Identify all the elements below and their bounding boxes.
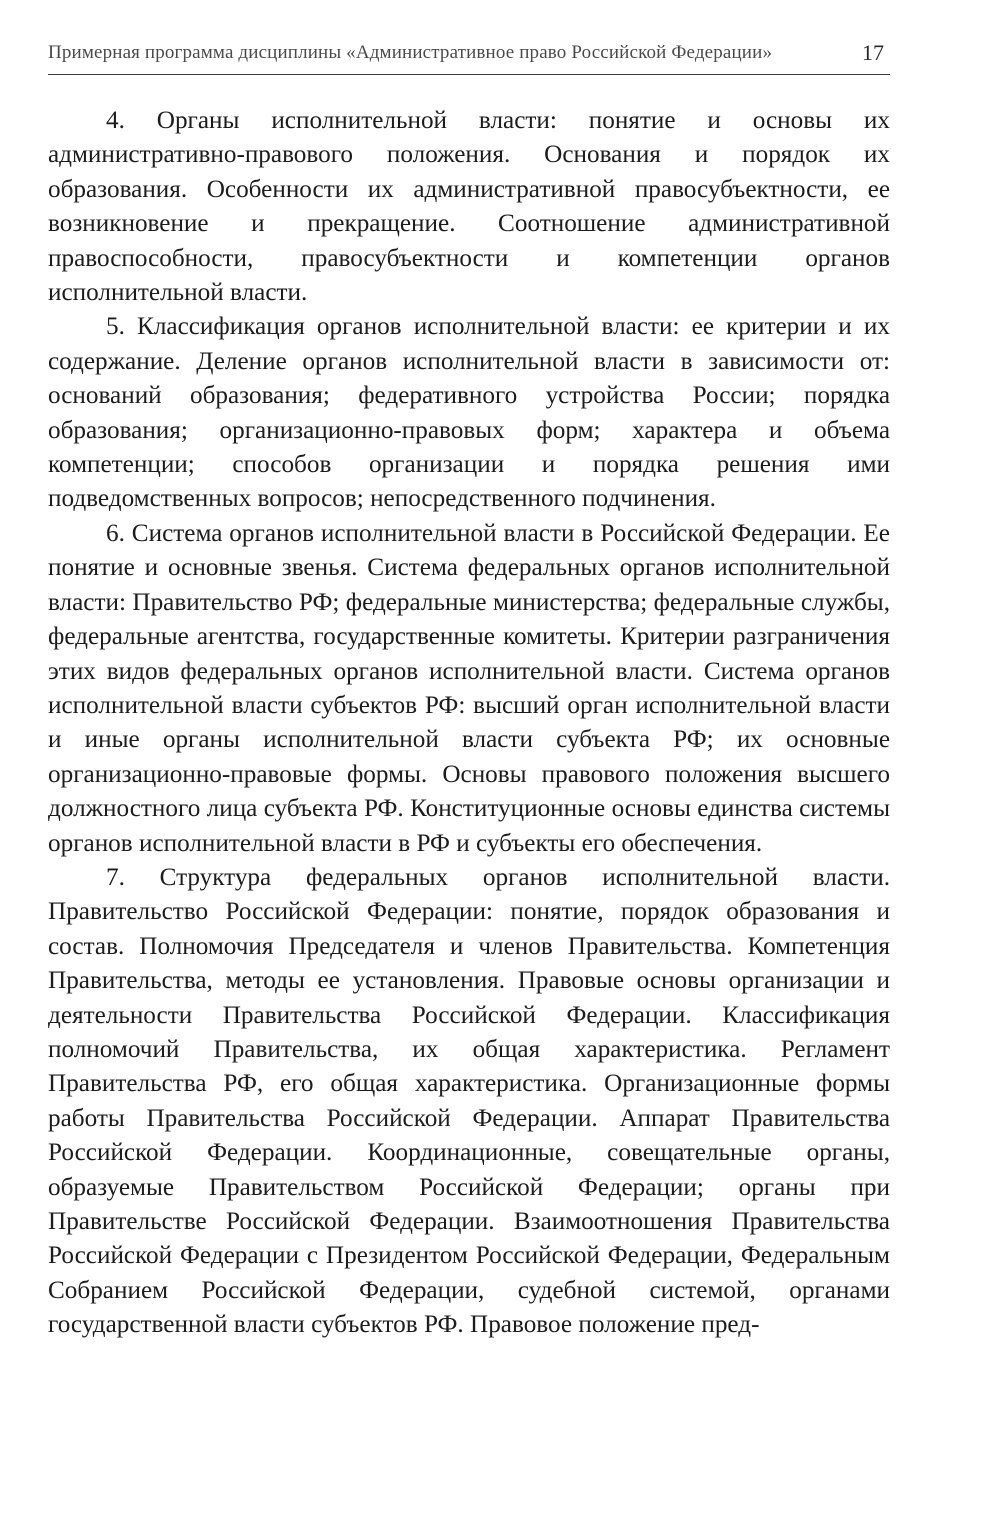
page-number: 17 [862,40,884,65]
paragraph-item-7: 7. Структура федеральных органов исполнительной власти. Правительство Российской Федерации: понятие, порядок образования и состав. Полномочия Председателя и членов Правительства. Компетенция Правительства, методы ее установления. Правовые основы организации и деятельности Правительства Российской Федерации. Классификация полномочий Правительства, их общая характеристика. Регламент Правительства РФ, его общая характеристика. Организационные формы работы Правительства Российской Федерации. Аппарат Правительства Российской Федерации. Координационные, совещательные органы, образуемые Правительством Российской Федерации; органы при Правительстве Российской Федерации. Взаимоотношения Правительства Российской Федерации с Президентом Российской Федерации, Федеральным Собранием Российской Федерации, судебной системой, органами государственной власти субъектов РФ. Правовое положение пред- [48,863,890,1339]
header-title: Примерная программа дисциплины «Административное право Российской Федерации» [48,42,773,63]
paragraph-item-5: 5. Классификация органов исполнительной власти: ее критерии и их содержание. Деление органов исполнительной власти в зависимости от: оснований образования; федеративного устройства России; порядка образования; организационно-правовых форм; характера и объема компетенции; способов организации и порядка решения ими подведомственных вопросов; непосредственного подчинения. [48,313,890,513]
running-header [48,38,890,75]
paragraph-item-4: 4. Органы исполнительной власти: понятие и основы их административно-правового положения. Основания и порядок их образования. Особенности их административной правосубъектности, ее возникновение и прекращение. Соотношение административной правоспособности, правосубъектности и компетенции органов исполнительной власти. [48,107,890,307]
paragraph-item-6: 6. Система органов исполнительной власти в Российской Федерации. Ее понятие и основные звенья. Система федеральных органов исполнительной власти: Правительство РФ; федеральные министерства; федеральные службы, федеральные агентства, государственные комитеты. Критерии разграничения этих видов федеральных органов исполнительной власти. Система органов исполнительной власти субъектов РФ: высший орган исполнительной власти и иные органы исполнительной власти субъекта РФ; их основные организационно-правовые формы. Основы правового положения высшего должностного лица субъекта РФ. Конституционные основы единства системы органов исполнительной власти в РФ и субъекты его обеспечения. [48,519,890,857]
page-body [48,104,890,1343]
